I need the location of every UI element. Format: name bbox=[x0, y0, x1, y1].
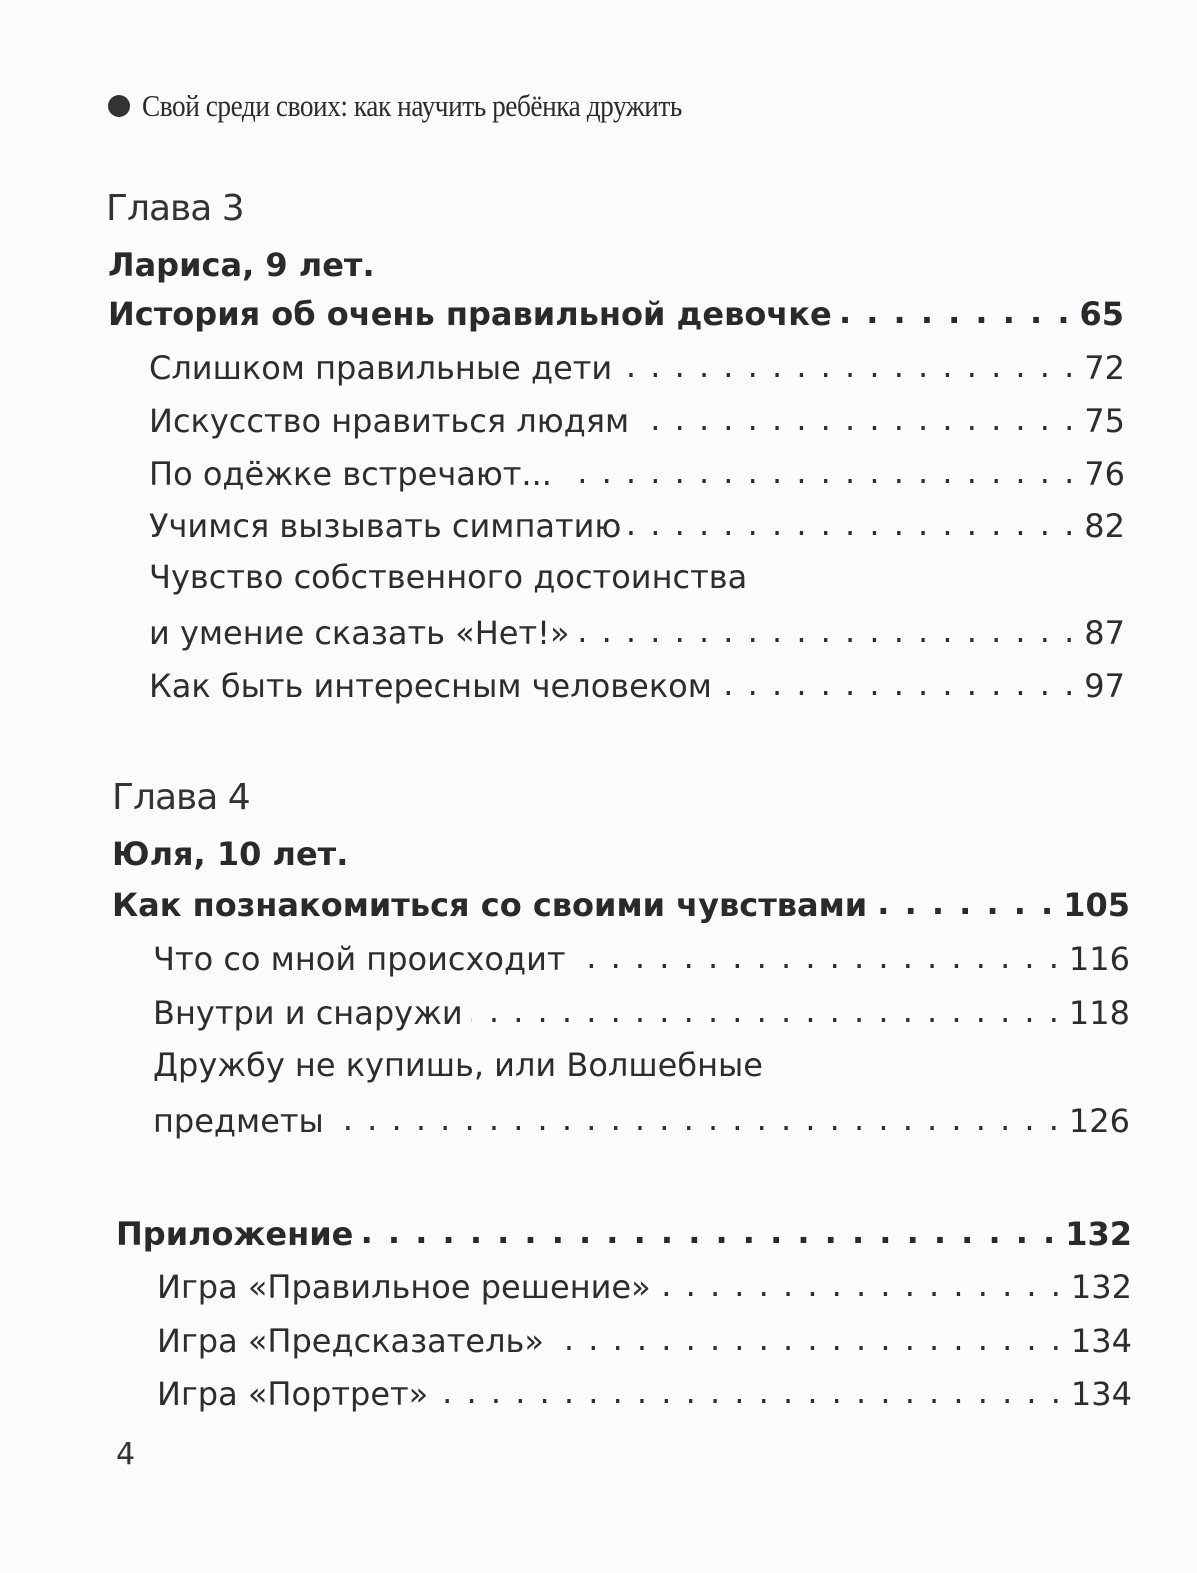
toc-entry[interactable] bbox=[149, 453, 1125, 493]
chapter-3-hero: Лариса, 9 лет. bbox=[108, 246, 375, 284]
toc-entry-title: Что со мной происходит bbox=[153, 940, 566, 978]
toc-entry-page: 134 bbox=[1070, 1375, 1132, 1413]
dot-leader bbox=[637, 400, 1076, 432]
toc-entry[interactable] bbox=[153, 938, 1130, 978]
toc-entry[interactable] bbox=[149, 347, 1125, 387]
toc-entry-title: История об очень правильной девочке bbox=[108, 295, 832, 333]
chapter-3-label: Глава 3 bbox=[106, 188, 244, 229]
toc-entry[interactable] bbox=[149, 505, 1125, 545]
toc-entry-title: Слишком правильные дети bbox=[149, 349, 613, 387]
toc-entry-page: 126 bbox=[1068, 1102, 1130, 1140]
toc-entry-title: Искусство нравиться людям bbox=[149, 402, 630, 440]
toc-entry-title: По одёжке встречают... bbox=[149, 455, 552, 493]
toc-entry-title: Внутри и снаружи bbox=[153, 994, 463, 1032]
dot-leader bbox=[332, 1100, 1061, 1132]
toc-entry-title-line1: Чувство собственного достоинства bbox=[149, 558, 748, 596]
dot-leader bbox=[436, 1373, 1063, 1405]
toc-entry-chapter-3-main[interactable] bbox=[108, 293, 1124, 333]
running-head-title: Свой среди своих: как научить ребёнка дружить bbox=[142, 88, 682, 123]
dot-leader bbox=[840, 293, 1072, 325]
toc-entry-page: 105 bbox=[1063, 886, 1130, 924]
toc-entry-page: 132 bbox=[1070, 1268, 1132, 1306]
dot-leader bbox=[361, 1213, 1057, 1245]
toc-entry-page: 132 bbox=[1065, 1215, 1132, 1253]
toc-entry-title-line1: Дружбу не купишь, или Волшебные bbox=[153, 1046, 763, 1084]
toc-entry-title: и умение сказать «Нет!» bbox=[149, 614, 570, 652]
toc-entry-page: 65 bbox=[1079, 295, 1124, 333]
dot-leader bbox=[560, 453, 1076, 485]
toc-entry[interactable] bbox=[157, 1266, 1132, 1306]
toc-entry-title: Игра «Правильное решение» bbox=[157, 1268, 651, 1306]
dot-leader bbox=[574, 938, 1061, 970]
dot-leader bbox=[659, 1266, 1063, 1298]
toc-entry-page: 97 bbox=[1084, 667, 1125, 705]
dot-leader bbox=[620, 347, 1076, 379]
chapter-4-hero: Юля, 10 лет. bbox=[112, 835, 349, 873]
toc-entry[interactable] bbox=[157, 1373, 1132, 1413]
toc-entry-page: 82 bbox=[1084, 507, 1125, 545]
toc-entry[interactable] bbox=[149, 612, 1125, 652]
dot-leader bbox=[875, 884, 1055, 916]
dot-leader bbox=[578, 612, 1077, 644]
toc-entry-title: Приложение bbox=[116, 1215, 354, 1253]
toc-entry[interactable] bbox=[149, 400, 1125, 440]
toc-entry-page: 134 bbox=[1070, 1322, 1132, 1360]
toc-entry-page: 118 bbox=[1068, 994, 1130, 1032]
toc-entry-appendix-main[interactable] bbox=[116, 1213, 1132, 1253]
running-head bbox=[108, 88, 755, 124]
chapter-4-label: Глава 4 bbox=[112, 777, 250, 818]
toc-entry[interactable] bbox=[149, 665, 1125, 705]
toc-entry[interactable] bbox=[153, 992, 1130, 1032]
toc-entry-title: Как познакомиться со своими чувствами bbox=[112, 886, 868, 924]
dot-leader bbox=[720, 665, 1076, 697]
toc-entry[interactable] bbox=[153, 1100, 1130, 1140]
dot-leader bbox=[629, 505, 1076, 537]
dot-leader bbox=[552, 1320, 1063, 1352]
toc-entry-title: Игра «Портрет» bbox=[157, 1375, 429, 1413]
toc-entry-title: предметы bbox=[153, 1102, 324, 1140]
toc-entry-title: Игра «Предсказатель» bbox=[157, 1322, 544, 1360]
toc-entry-title: Как быть интересным человеком bbox=[149, 667, 712, 705]
toc-entry-page: 116 bbox=[1068, 940, 1130, 978]
page-number: 4 bbox=[116, 1437, 136, 1472]
toc-entry-page: 87 bbox=[1084, 614, 1125, 652]
toc-entry[interactable] bbox=[157, 1320, 1132, 1360]
toc-entry-title: Учимся вызывать симпатию bbox=[149, 507, 622, 545]
bullet-icon bbox=[108, 95, 130, 117]
toc-entry-page: 76 bbox=[1084, 455, 1125, 493]
toc-entry-page: 72 bbox=[1084, 349, 1125, 387]
toc-entry-page: 75 bbox=[1084, 402, 1125, 440]
toc-entry-chapter-4-main[interactable] bbox=[112, 884, 1130, 924]
dot-leader bbox=[471, 992, 1061, 1024]
